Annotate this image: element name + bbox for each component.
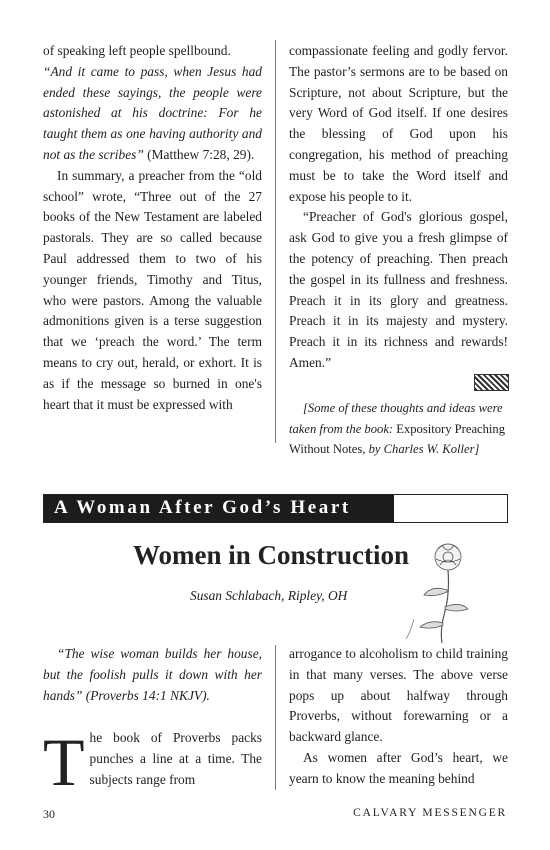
- article-title: Women in Construction: [133, 540, 410, 570]
- article-byline: Susan Schlabach, Ripley, OH: [190, 588, 348, 603]
- section-title: A Woman After God’s Heart: [54, 497, 351, 518]
- scripture-quote: “And it came to pass, when Jesus had ended these sayings, the people were astonished at his doctrine: For he taught them as one having authority and not as the scribes”: [43, 63, 262, 162]
- col2-paragraph-1: compassionate feeling and godly fervor. The pastor’s sermons are to be based on Scripture, not about Scripture, but the very Word of God itself. If one desires the blessing of God upon his congregation, his method of preaching must be to take the Word itself and expose his people to it.: [289, 43, 508, 204]
- column-3: [43, 644, 262, 801]
- drop-cap: T: [43, 724, 85, 801]
- scripture-reference: (Matthew 7:28, 29).: [143, 146, 255, 162]
- column-1: [43, 41, 262, 415]
- column-divider-2: [275, 645, 276, 790]
- col4-paragraph-2: As women after God’s heart, we yearn to know the meaning behind: [289, 749, 508, 786]
- flower-illustration-icon: [402, 535, 492, 645]
- column-4: [289, 644, 508, 790]
- col1-paragraph-1: [43, 41, 262, 166]
- col3-paragraph-1: The book of Proverbs packs punches a line at a time. The subjects range from: [43, 724, 262, 801]
- book-title: Expository Preaching Without Notes: [289, 421, 506, 456]
- end-mark-icon: [474, 374, 509, 391]
- column-divider: [275, 40, 276, 443]
- publication-name: CALVARY MESSENGER: [353, 807, 507, 819]
- col1-lead-text: of speaking left people spellbound.: [43, 43, 231, 58]
- col4-paragraph-1: arrogance to alcoholism to child training in that many verses. The above verse pops up about halfway through Proverbs, without forewarning or a backward glance.: [289, 646, 508, 745]
- col2-paragraph-2: “Preacher of God's glorious gospel, ask God to give you a fresh glimpse of the potency of preaching. Then preach the gospel in its fullness and freshness. Preach it in its glory and greatness. Preach it in its majesty and mystery. Preach it in its richness and rewards! Amen.”: [289, 209, 508, 370]
- col1-paragraph-2: In summary, a preacher from the “old school” wrote, “Three out of the 27 books of the New Testament are labeled pastorals. They are so called because Paul addressed them to two of his younger friends, Timothy and Titus, who were pastors. Among the valuable admonitions given is a terse suggestion that we ‘preach the word.’ The term means to cry out, herald, or exhort. It is as if the message so burned in one's heart that it must be expressed with: [43, 167, 262, 412]
- page-number: 30: [43, 807, 55, 821]
- epigraph-quote: “The wise woman builds her house, but the foolish pulls it down with her hands” (Proverbs 14:1 NKJV).: [43, 646, 262, 703]
- section-banner: [43, 494, 508, 523]
- source-note: [Some of these thoughts and ideas were taken from the book: Expository Preaching Without Notes, by Charles W. Koller]: [289, 401, 506, 456]
- column-2: [289, 41, 508, 374]
